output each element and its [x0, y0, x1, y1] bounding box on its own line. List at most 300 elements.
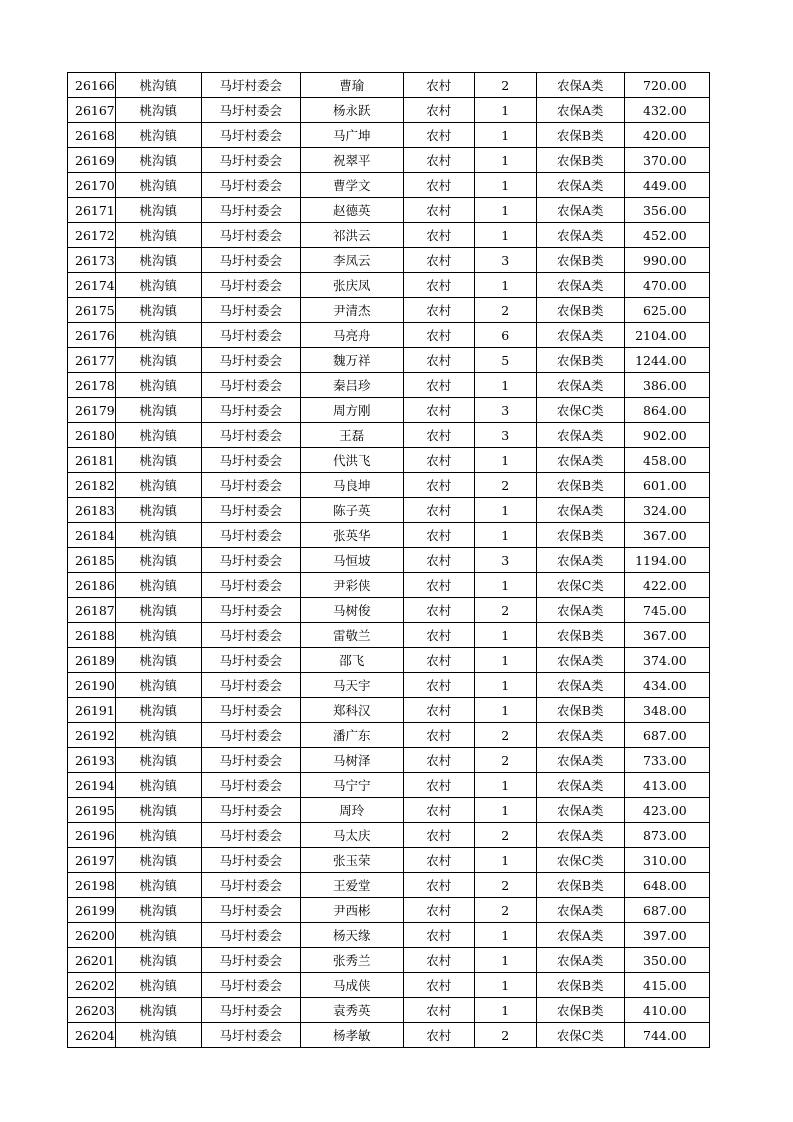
category-cell: 农保A类 — [536, 773, 624, 798]
category-cell: 农保A类 — [536, 423, 624, 448]
town-cell: 桃沟镇 — [115, 398, 201, 423]
amount-cell: 720.00 — [624, 73, 709, 98]
serial-cell: 26197 — [68, 848, 116, 873]
amount-cell: 2104.00 — [624, 323, 709, 348]
area-cell: 农村 — [403, 598, 474, 623]
table-row — [68, 548, 710, 573]
area-cell: 农村 — [403, 98, 474, 123]
town-cell: 桃沟镇 — [115, 673, 201, 698]
village-cell: 马圩村委会 — [201, 823, 300, 848]
village-cell: 马圩村委会 — [201, 198, 300, 223]
amount-cell: 310.00 — [624, 848, 709, 873]
name-cell: 马恒坡 — [300, 548, 403, 573]
category-cell: 农保A类 — [536, 73, 624, 98]
town-cell: 桃沟镇 — [115, 473, 201, 498]
table-row — [68, 348, 710, 373]
count-cell: 1 — [474, 948, 536, 973]
category-cell: 农保A类 — [536, 748, 624, 773]
area-cell: 农村 — [403, 448, 474, 473]
town-cell: 桃沟镇 — [115, 273, 201, 298]
village-cell: 马圩村委会 — [201, 998, 300, 1023]
name-cell: 尹西彬 — [300, 898, 403, 923]
name-cell: 马宁宁 — [300, 773, 403, 798]
count-cell: 2 — [474, 473, 536, 498]
serial-cell: 26168 — [68, 123, 116, 148]
village-cell: 马圩村委会 — [201, 623, 300, 648]
amount-cell: 350.00 — [624, 948, 709, 973]
amount-cell: 990.00 — [624, 248, 709, 273]
serial-cell: 26184 — [68, 523, 116, 548]
village-cell: 马圩村委会 — [201, 748, 300, 773]
table-body — [68, 73, 710, 1048]
town-cell: 桃沟镇 — [115, 123, 201, 148]
category-cell: 农保B类 — [536, 973, 624, 998]
area-cell: 农村 — [403, 848, 474, 873]
area-cell: 农村 — [403, 248, 474, 273]
table-row — [68, 973, 710, 998]
amount-cell: 470.00 — [624, 273, 709, 298]
serial-cell: 26191 — [68, 698, 116, 723]
category-cell: 农保A类 — [536, 498, 624, 523]
table-row — [68, 673, 710, 698]
table-row — [68, 773, 710, 798]
area-cell: 农村 — [403, 473, 474, 498]
serial-cell: 26183 — [68, 498, 116, 523]
category-cell: 农保A类 — [536, 598, 624, 623]
count-cell: 3 — [474, 248, 536, 273]
count-cell: 2 — [474, 73, 536, 98]
name-cell: 魏万祥 — [300, 348, 403, 373]
amount-cell: 601.00 — [624, 473, 709, 498]
town-cell: 桃沟镇 — [115, 848, 201, 873]
serial-cell: 26192 — [68, 723, 116, 748]
category-cell: 农保A类 — [536, 373, 624, 398]
table-row — [68, 848, 710, 873]
area-cell: 农村 — [403, 1023, 474, 1048]
town-cell: 桃沟镇 — [115, 823, 201, 848]
amount-cell: 370.00 — [624, 148, 709, 173]
village-cell: 马圩村委会 — [201, 273, 300, 298]
category-cell: 农保C类 — [536, 398, 624, 423]
area-cell: 农村 — [403, 873, 474, 898]
area-cell: 农村 — [403, 123, 474, 148]
town-cell: 桃沟镇 — [115, 623, 201, 648]
area-cell: 农村 — [403, 298, 474, 323]
amount-cell: 415.00 — [624, 973, 709, 998]
name-cell: 赵德英 — [300, 198, 403, 223]
name-cell: 马树俊 — [300, 598, 403, 623]
count-cell: 2 — [474, 873, 536, 898]
amount-cell: 687.00 — [624, 898, 709, 923]
town-cell: 桃沟镇 — [115, 1023, 201, 1048]
village-cell: 马圩村委会 — [201, 898, 300, 923]
amount-cell: 367.00 — [624, 523, 709, 548]
category-cell: 农保B类 — [536, 873, 624, 898]
amount-cell: 864.00 — [624, 398, 709, 423]
village-cell: 马圩村委会 — [201, 523, 300, 548]
count-cell: 3 — [474, 548, 536, 573]
table-row — [68, 723, 710, 748]
serial-cell: 26195 — [68, 798, 116, 823]
village-cell: 马圩村委会 — [201, 548, 300, 573]
amount-cell: 873.00 — [624, 823, 709, 848]
count-cell: 1 — [474, 98, 536, 123]
name-cell: 马成侠 — [300, 973, 403, 998]
category-cell: 农保A类 — [536, 723, 624, 748]
name-cell: 马良坤 — [300, 473, 403, 498]
category-cell: 农保A类 — [536, 923, 624, 948]
count-cell: 1 — [474, 123, 536, 148]
serial-cell: 26170 — [68, 173, 116, 198]
name-cell: 祝翠平 — [300, 148, 403, 173]
town-cell: 桃沟镇 — [115, 923, 201, 948]
area-cell: 农村 — [403, 198, 474, 223]
amount-cell: 1244.00 — [624, 348, 709, 373]
count-cell: 1 — [474, 848, 536, 873]
count-cell: 1 — [474, 573, 536, 598]
serial-cell: 26188 — [68, 623, 116, 648]
area-cell: 农村 — [403, 998, 474, 1023]
table-row — [68, 198, 710, 223]
town-cell: 桃沟镇 — [115, 323, 201, 348]
village-cell: 马圩村委会 — [201, 873, 300, 898]
category-cell: 农保A类 — [536, 823, 624, 848]
amount-cell: 432.00 — [624, 98, 709, 123]
count-cell: 3 — [474, 398, 536, 423]
count-cell: 3 — [474, 423, 536, 448]
count-cell: 1 — [474, 373, 536, 398]
table-row — [68, 98, 710, 123]
name-cell: 张庆凤 — [300, 273, 403, 298]
serial-cell: 26185 — [68, 548, 116, 573]
area-cell: 农村 — [403, 348, 474, 373]
table-row — [68, 873, 710, 898]
name-cell: 杨永跃 — [300, 98, 403, 123]
table-row — [68, 298, 710, 323]
category-cell: 农保A类 — [536, 948, 624, 973]
amount-cell: 423.00 — [624, 798, 709, 823]
village-cell: 马圩村委会 — [201, 673, 300, 698]
town-cell: 桃沟镇 — [115, 648, 201, 673]
table-row — [68, 948, 710, 973]
name-cell: 陈子英 — [300, 498, 403, 523]
count-cell: 1 — [474, 448, 536, 473]
town-cell: 桃沟镇 — [115, 298, 201, 323]
amount-cell: 324.00 — [624, 498, 709, 523]
category-cell: 农保B类 — [536, 473, 624, 498]
name-cell: 秦吕珍 — [300, 373, 403, 398]
area-cell: 农村 — [403, 798, 474, 823]
town-cell: 桃沟镇 — [115, 198, 201, 223]
area-cell: 农村 — [403, 498, 474, 523]
name-cell: 邵飞 — [300, 648, 403, 673]
area-cell: 农村 — [403, 573, 474, 598]
village-cell: 马圩村委会 — [201, 298, 300, 323]
town-cell: 桃沟镇 — [115, 523, 201, 548]
count-cell: 2 — [474, 1023, 536, 1048]
name-cell: 杨天缘 — [300, 923, 403, 948]
serial-cell: 26173 — [68, 248, 116, 273]
amount-cell: 452.00 — [624, 223, 709, 248]
category-cell: 农保B类 — [536, 148, 624, 173]
area-cell: 农村 — [403, 373, 474, 398]
serial-cell: 26194 — [68, 773, 116, 798]
count-cell: 5 — [474, 348, 536, 373]
category-cell: 农保A类 — [536, 273, 624, 298]
name-cell: 曹学文 — [300, 173, 403, 198]
name-cell: 郑科汉 — [300, 698, 403, 723]
village-cell: 马圩村委会 — [201, 123, 300, 148]
amount-cell: 449.00 — [624, 173, 709, 198]
name-cell: 王磊 — [300, 423, 403, 448]
amount-cell: 422.00 — [624, 573, 709, 598]
name-cell: 祁洪云 — [300, 223, 403, 248]
area-cell: 农村 — [403, 973, 474, 998]
area-cell: 农村 — [403, 323, 474, 348]
count-cell: 2 — [474, 748, 536, 773]
town-cell: 桃沟镇 — [115, 973, 201, 998]
table-row — [68, 798, 710, 823]
town-cell: 桃沟镇 — [115, 248, 201, 273]
category-cell: 农保A类 — [536, 648, 624, 673]
name-cell: 曹瑜 — [300, 73, 403, 98]
village-cell: 马圩村委会 — [201, 148, 300, 173]
category-cell: 农保A类 — [536, 98, 624, 123]
serial-cell: 26204 — [68, 1023, 116, 1048]
table-row — [68, 473, 710, 498]
area-cell: 农村 — [403, 73, 474, 98]
area-cell: 农村 — [403, 723, 474, 748]
area-cell: 农村 — [403, 173, 474, 198]
count-cell: 2 — [474, 898, 536, 923]
serial-cell: 26199 — [68, 898, 116, 923]
amount-cell: 687.00 — [624, 723, 709, 748]
town-cell: 桃沟镇 — [115, 948, 201, 973]
area-cell: 农村 — [403, 698, 474, 723]
village-cell: 马圩村委会 — [201, 373, 300, 398]
serial-cell: 26176 — [68, 323, 116, 348]
table-row — [68, 323, 710, 348]
name-cell: 马亮舟 — [300, 323, 403, 348]
village-cell: 马圩村委会 — [201, 648, 300, 673]
category-cell: 农保A类 — [536, 798, 624, 823]
count-cell: 1 — [474, 148, 536, 173]
town-cell: 桃沟镇 — [115, 373, 201, 398]
town-cell: 桃沟镇 — [115, 873, 201, 898]
serial-cell: 26187 — [68, 598, 116, 623]
village-cell: 马圩村委会 — [201, 223, 300, 248]
count-cell: 6 — [474, 323, 536, 348]
name-cell: 马广坤 — [300, 123, 403, 148]
area-cell: 农村 — [403, 623, 474, 648]
area-cell: 农村 — [403, 148, 474, 173]
serial-cell: 26179 — [68, 398, 116, 423]
count-cell: 1 — [474, 698, 536, 723]
name-cell: 代洪飞 — [300, 448, 403, 473]
table-row — [68, 748, 710, 773]
name-cell: 尹清杰 — [300, 298, 403, 323]
area-cell: 农村 — [403, 948, 474, 973]
amount-cell: 348.00 — [624, 698, 709, 723]
count-cell: 1 — [474, 673, 536, 698]
village-cell: 马圩村委会 — [201, 573, 300, 598]
town-cell: 桃沟镇 — [115, 998, 201, 1023]
category-cell: 农保B类 — [536, 123, 624, 148]
name-cell: 马太庆 — [300, 823, 403, 848]
table-row — [68, 1023, 710, 1048]
serial-cell: 26200 — [68, 923, 116, 948]
village-cell: 马圩村委会 — [201, 348, 300, 373]
serial-cell: 26196 — [68, 823, 116, 848]
village-cell: 马圩村委会 — [201, 923, 300, 948]
village-cell: 马圩村委会 — [201, 848, 300, 873]
amount-cell: 1194.00 — [624, 548, 709, 573]
serial-cell: 26177 — [68, 348, 116, 373]
category-cell: 农保A类 — [536, 198, 624, 223]
table-row — [68, 573, 710, 598]
town-cell: 桃沟镇 — [115, 148, 201, 173]
area-cell: 农村 — [403, 648, 474, 673]
area-cell: 农村 — [403, 773, 474, 798]
amount-cell: 410.00 — [624, 998, 709, 1023]
name-cell: 潘广东 — [300, 723, 403, 748]
serial-cell: 26166 — [68, 73, 116, 98]
category-cell: 农保B类 — [536, 523, 624, 548]
category-cell: 农保B类 — [536, 248, 624, 273]
count-cell: 2 — [474, 298, 536, 323]
count-cell: 1 — [474, 998, 536, 1023]
area-cell: 农村 — [403, 548, 474, 573]
town-cell: 桃沟镇 — [115, 448, 201, 473]
table-row — [68, 223, 710, 248]
serial-cell: 26181 — [68, 448, 116, 473]
category-cell: 农保A类 — [536, 448, 624, 473]
village-cell: 马圩村委会 — [201, 98, 300, 123]
table-row — [68, 173, 710, 198]
count-cell: 2 — [474, 723, 536, 748]
count-cell: 1 — [474, 173, 536, 198]
category-cell: 农保C类 — [536, 848, 624, 873]
count-cell: 1 — [474, 798, 536, 823]
serial-cell: 26174 — [68, 273, 116, 298]
village-cell: 马圩村委会 — [201, 723, 300, 748]
category-cell: 农保A类 — [536, 898, 624, 923]
village-cell: 马圩村委会 — [201, 73, 300, 98]
town-cell: 桃沟镇 — [115, 348, 201, 373]
category-cell: 农保B类 — [536, 698, 624, 723]
village-cell: 马圩村委会 — [201, 448, 300, 473]
area-cell: 农村 — [403, 273, 474, 298]
serial-cell: 26189 — [68, 648, 116, 673]
village-cell: 马圩村委会 — [201, 598, 300, 623]
category-cell: 农保A类 — [536, 173, 624, 198]
data-table — [67, 72, 710, 1048]
count-cell: 1 — [474, 973, 536, 998]
town-cell: 桃沟镇 — [115, 773, 201, 798]
table-row — [68, 73, 710, 98]
area-cell: 农村 — [403, 223, 474, 248]
village-cell: 马圩村委会 — [201, 248, 300, 273]
town-cell: 桃沟镇 — [115, 223, 201, 248]
name-cell: 王爱堂 — [300, 873, 403, 898]
count-cell: 1 — [474, 648, 536, 673]
count-cell: 1 — [474, 198, 536, 223]
count-cell: 1 — [474, 223, 536, 248]
town-cell: 桃沟镇 — [115, 898, 201, 923]
serial-cell: 26182 — [68, 473, 116, 498]
serial-cell: 26203 — [68, 998, 116, 1023]
category-cell: 农保A类 — [536, 673, 624, 698]
table-row — [68, 148, 710, 173]
area-cell: 农村 — [403, 673, 474, 698]
village-cell: 马圩村委会 — [201, 323, 300, 348]
town-cell: 桃沟镇 — [115, 748, 201, 773]
table-row — [68, 998, 710, 1023]
village-cell: 马圩村委会 — [201, 173, 300, 198]
village-cell: 马圩村委会 — [201, 798, 300, 823]
table-row — [68, 598, 710, 623]
village-cell: 马圩村委会 — [201, 498, 300, 523]
town-cell: 桃沟镇 — [115, 548, 201, 573]
town-cell: 桃沟镇 — [115, 423, 201, 448]
village-cell: 马圩村委会 — [201, 423, 300, 448]
table-row — [68, 398, 710, 423]
category-cell: 农保B类 — [536, 298, 624, 323]
amount-cell: 413.00 — [624, 773, 709, 798]
town-cell: 桃沟镇 — [115, 723, 201, 748]
name-cell: 张玉荣 — [300, 848, 403, 873]
village-cell: 马圩村委会 — [201, 698, 300, 723]
amount-cell: 625.00 — [624, 298, 709, 323]
table-row — [68, 273, 710, 298]
area-cell: 农村 — [403, 898, 474, 923]
serial-cell: 26198 — [68, 873, 116, 898]
serial-cell: 26202 — [68, 973, 116, 998]
name-cell: 张秀兰 — [300, 948, 403, 973]
amount-cell: 397.00 — [624, 923, 709, 948]
serial-cell: 26169 — [68, 148, 116, 173]
table-row — [68, 823, 710, 848]
count-cell: 1 — [474, 498, 536, 523]
name-cell: 周方刚 — [300, 398, 403, 423]
category-cell: 农保B类 — [536, 348, 624, 373]
serial-cell: 26171 — [68, 198, 116, 223]
table-row — [68, 648, 710, 673]
name-cell: 周玲 — [300, 798, 403, 823]
town-cell: 桃沟镇 — [115, 598, 201, 623]
count-cell: 1 — [474, 923, 536, 948]
amount-cell: 733.00 — [624, 748, 709, 773]
category-cell: 农保A类 — [536, 548, 624, 573]
name-cell: 杨孝敏 — [300, 1023, 403, 1048]
town-cell: 桃沟镇 — [115, 173, 201, 198]
amount-cell: 745.00 — [624, 598, 709, 623]
table-row — [68, 898, 710, 923]
serial-cell: 26175 — [68, 298, 116, 323]
category-cell: 农保B类 — [536, 623, 624, 648]
count-cell: 1 — [474, 523, 536, 548]
name-cell: 马树泽 — [300, 748, 403, 773]
table-row — [68, 623, 710, 648]
village-cell: 马圩村委会 — [201, 1023, 300, 1048]
serial-cell: 26190 — [68, 673, 116, 698]
name-cell: 张英华 — [300, 523, 403, 548]
amount-cell: 367.00 — [624, 623, 709, 648]
area-cell: 农村 — [403, 748, 474, 773]
serial-cell: 26180 — [68, 423, 116, 448]
serial-cell: 26186 — [68, 573, 116, 598]
serial-cell: 26178 — [68, 373, 116, 398]
